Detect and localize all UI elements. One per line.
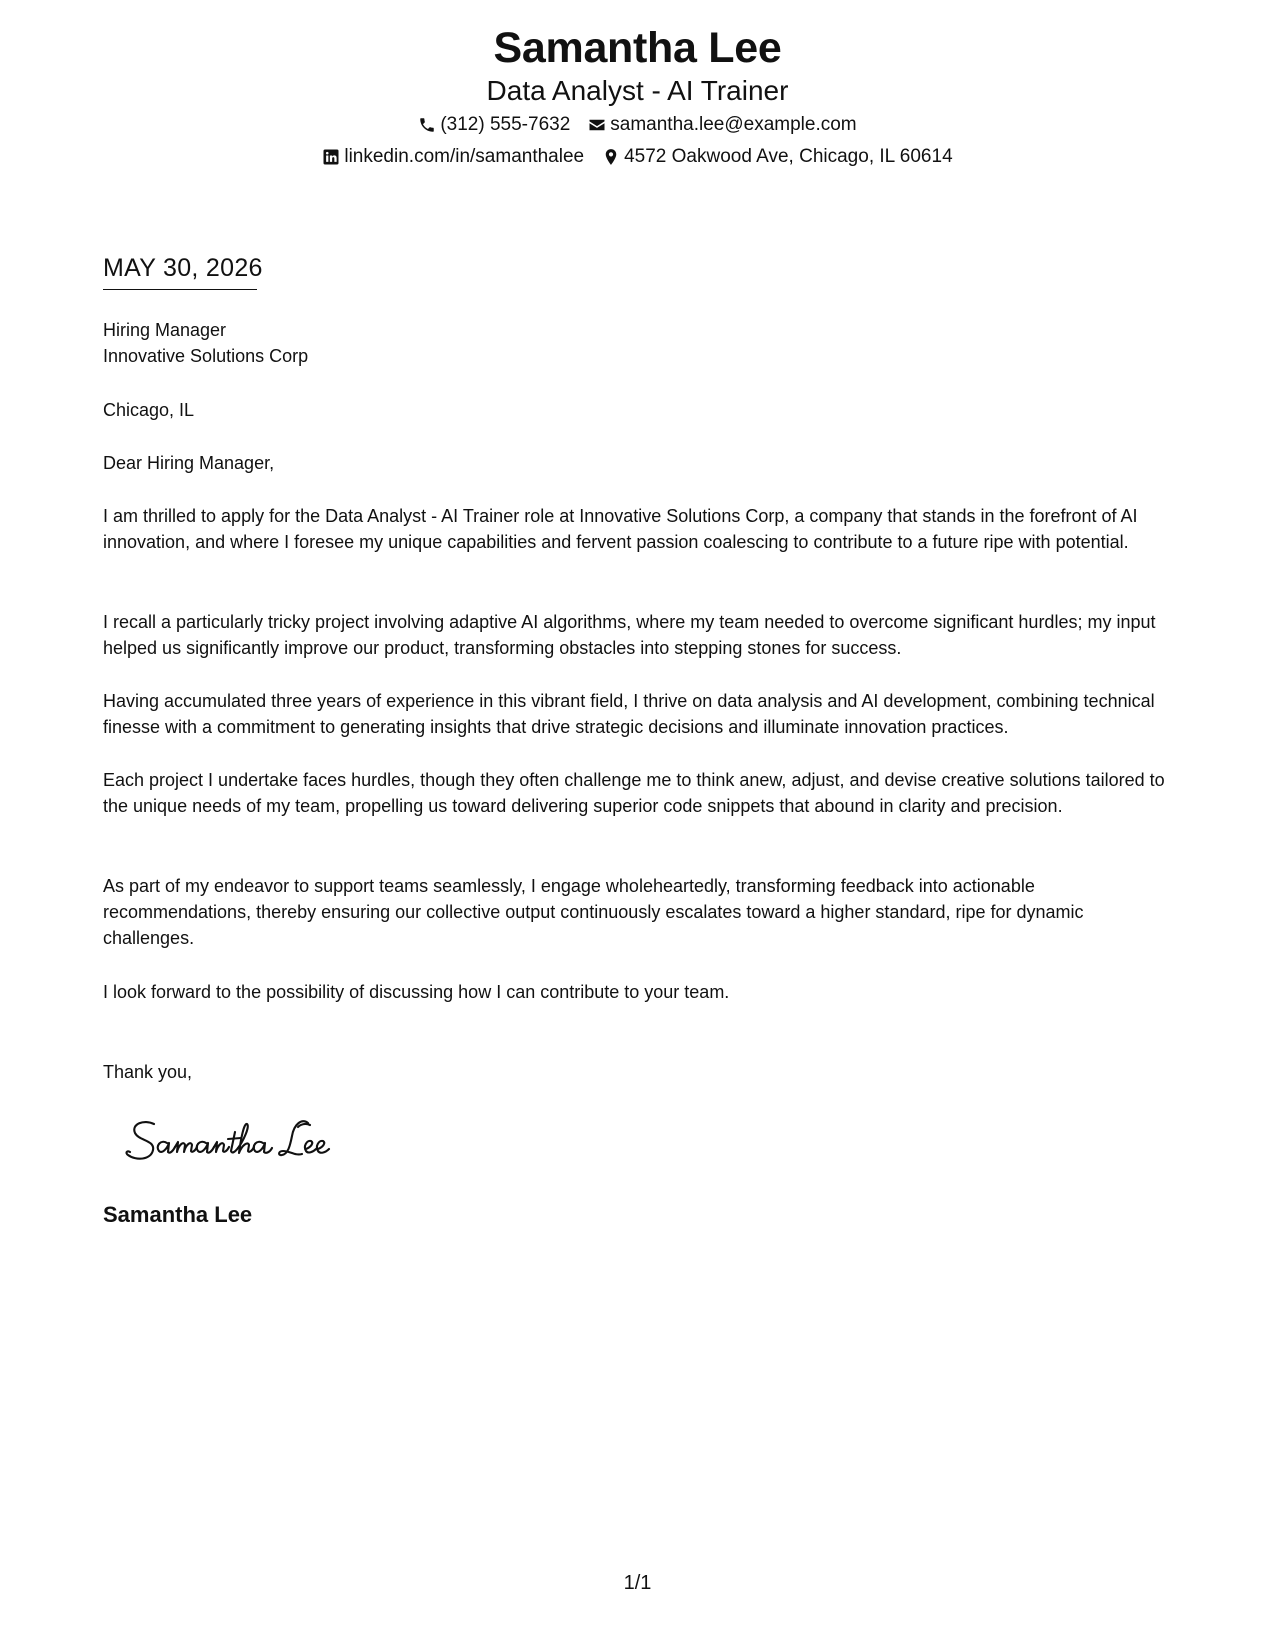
page-number: 1/1 — [623, 1572, 652, 1594]
paragraph-6: I look forward to the possibility of discussing how I can contribute to your team. — [103, 982, 730, 1002]
letter-date: MAY 30, 2026 — [103, 254, 263, 282]
handwritten-signature — [122, 1110, 352, 1170]
letter-header — [0, 22, 1275, 170]
street-address: 4572 Oakwood Ave, Chicago, IL 60614 — [624, 146, 953, 167]
phone-number: (312) 555-7632 — [440, 114, 571, 135]
paragraph-1: I am thrilled to apply for the Data Analyst - AI Trainer role at Innovative Solutions Corp, a company that stands in the forefront of AI innovation, and where I foresee my unique capabilities and fervent passion coalescing to contribute to a future ripe with potential. — [103, 506, 1138, 552]
letter-date-block — [103, 252, 263, 290]
salutation: Dear Hiring Manager, — [103, 453, 275, 473]
contact-row-primary — [0, 112, 1275, 138]
closing: Thank you, — [103, 1062, 193, 1082]
signer-name: Samantha Lee — [103, 1202, 253, 1227]
phone-icon — [418, 116, 436, 134]
contact-row-secondary — [0, 144, 1275, 170]
phone-contact — [418, 112, 570, 138]
applicant-title: Data Analyst - AI Trainer — [486, 75, 789, 106]
paragraph-4: Each project I undertake faces hurdles, though they often challenge me to think anew, adjust, and devise creative solutions tailored to the unique needs of my team, propelling us toward delivering superior code snippets that abound in clarity and precision. — [103, 770, 1165, 816]
paragraph-2: I recall a particularly tricky project involving adaptive AI algorithms, where my team needed to overcome significant hurdles; my input helped us significantly improve our product, transforming obstacles into stepping stones for success. — [103, 612, 1156, 658]
linkedin-url: linkedin.com/in/samanthalee — [344, 146, 585, 167]
paragraph-3: Having accumulated three years of experience in this vibrant field, I thrive on data analysis and AI development, combining technical finesse with a commitment to generating insights that drive strategic decisions and illuminate innovation practices. — [103, 691, 1155, 737]
paragraph-5: As part of my endeavor to support teams seamlessly, I engage wholeheartedly, transforming feedback into actionable recommendations, thereby ensuring our collective output continuously escalates toward a higher standard, ripe for dynamic challenges. — [103, 876, 1084, 948]
email-contact — [588, 112, 856, 138]
linkedin-icon — [322, 148, 340, 166]
email-address: samantha.lee@example.com — [610, 114, 857, 135]
recipient-company: Innovative Solutions Corp — [103, 346, 309, 366]
recipient-city: Chicago, IL — [103, 400, 195, 420]
linkedin-contact — [322, 144, 584, 170]
map-marker-icon — [602, 148, 620, 166]
recipient-name: Hiring Manager — [103, 320, 227, 340]
applicant-name: Samantha Lee — [493, 24, 782, 72]
address-contact — [602, 144, 953, 170]
recipient-block — [103, 317, 1178, 369]
envelope-icon — [588, 116, 606, 134]
date-underline — [103, 289, 257, 290]
